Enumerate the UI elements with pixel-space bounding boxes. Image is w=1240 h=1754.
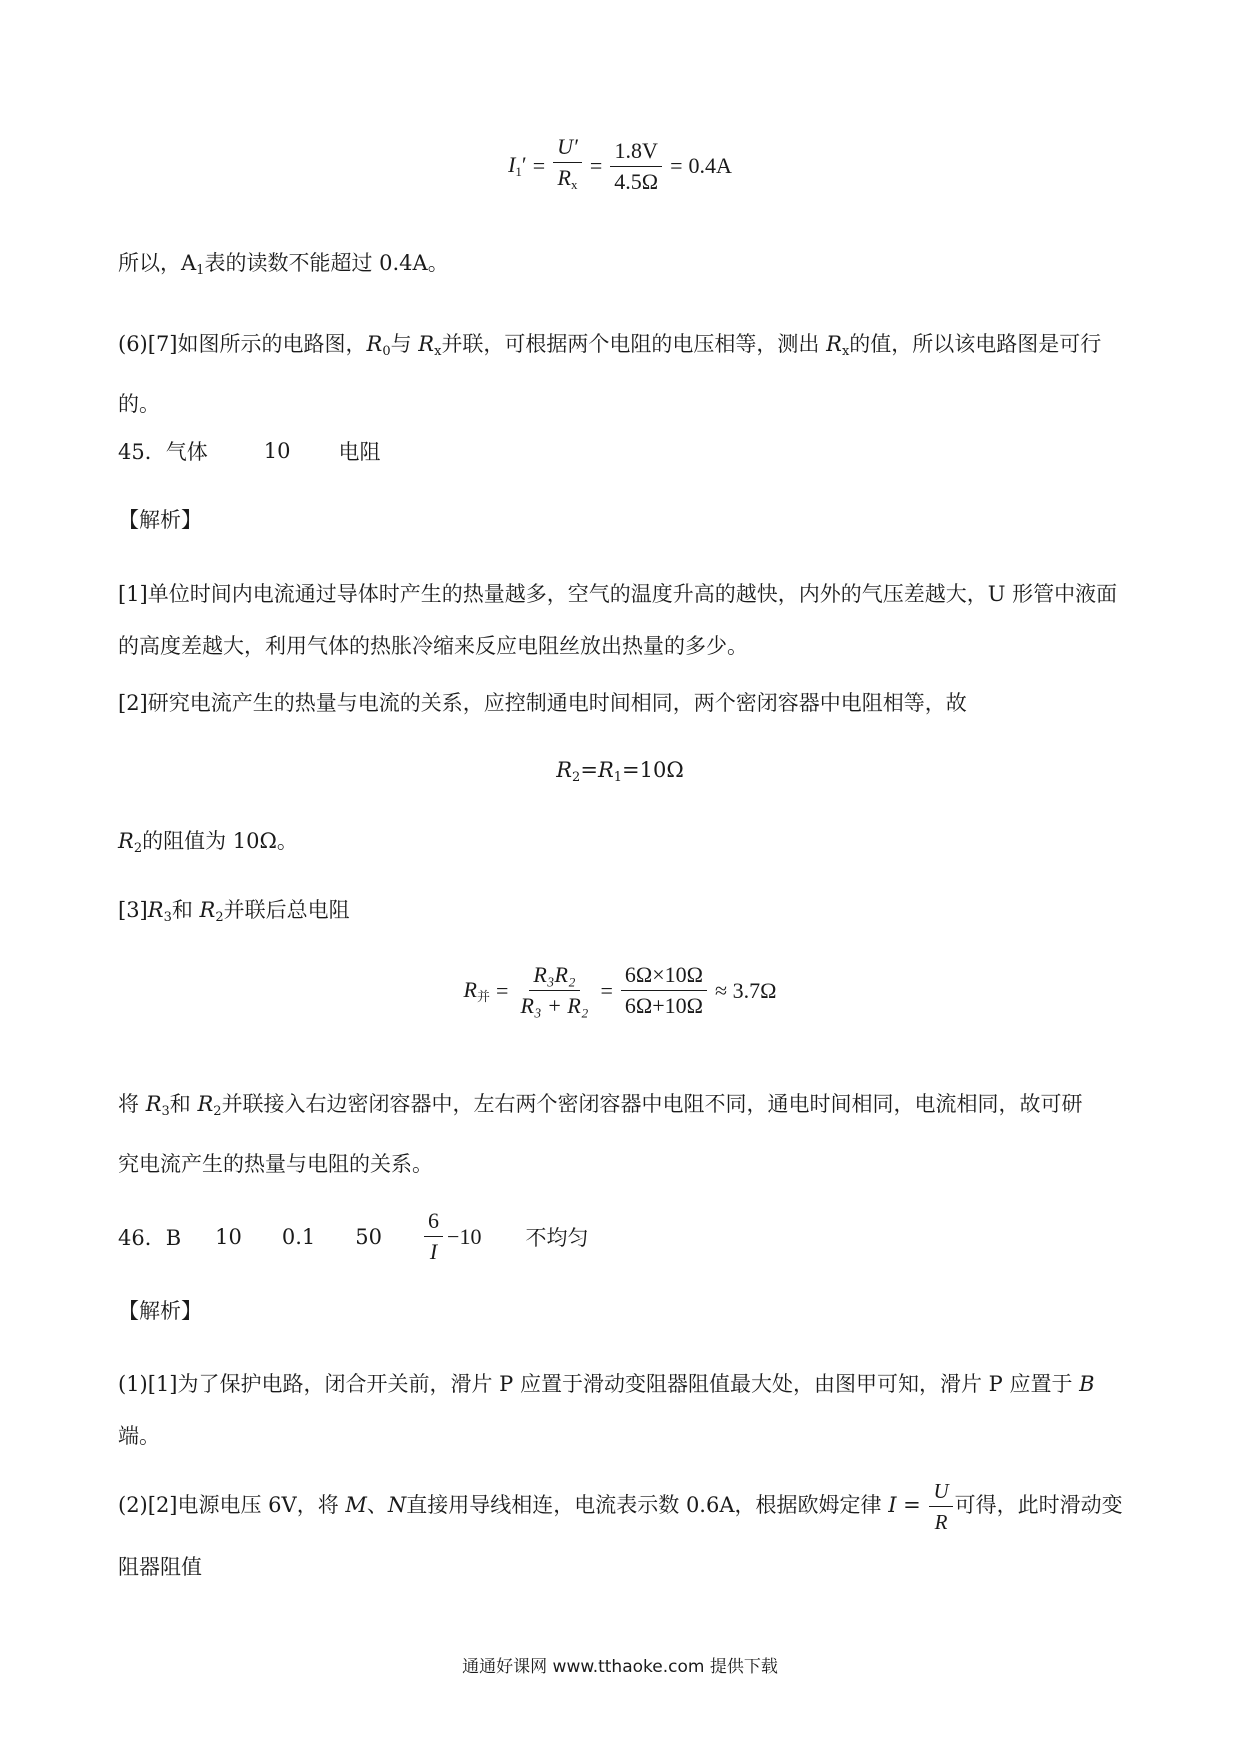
equation-current-limit: $I_1'$ = $\frac{U'}{R_x}$ = $\frac{1.8V}{4.5\Omega}$ = 0.4A: [508, 134, 732, 194]
paragraph-a1-limit: 所以，$A_1$表的读数不能超过 0.4A。: [118, 251, 449, 278]
paragraph-right-container: 将 $R_3$和 $R_2$并联接入右边密闭容器中，左右两个密闭容器中电阻不同，通电时间相同，电流相同，故可研 究电流产生的热量与电阻的关系。: [118, 1092, 1083, 1176]
answer-46: 46．B 10 0.1 50 $\frac{6}{I}$ −10 不均匀: [118, 1208, 589, 1264]
paragraph-slider-position: (1)[1]为了保护电路，闭合开关前，滑片 P 应置于滑动变阻器阻值最大处，由图甲可知，滑片 P 应置于 B 端。: [118, 1372, 1095, 1448]
equation-r2-r1: $R_2=R_1=10\Omega$: [556, 758, 684, 785]
analysis-heading-2: 【解析】: [118, 1299, 202, 1323]
paragraph-heat-gas: [1]单位时间内电流通过导体时产生的热量越多，空气的温度升高的越快，内外的气压差越大，U 形管中液面的高度差越大，利用气体的热胀冷缩来反应电阻丝放出热量的多少。: [118, 582, 1118, 658]
paragraph-ohms-law: (2)[2]电源电压 6V，将 M、N直接用导线相连，电流表示数 0.6A，根据欧姆定律 I = $\frac{U}{R}$ 可得，此时滑动变 阻器阻值: [118, 1479, 1123, 1579]
answer-45: 45．气体 10 电阻: [118, 439, 381, 464]
page-footer: 通通好课网 www.tthaoke.com 提供下载: [462, 1657, 778, 1677]
paragraph-circuit-parallel: (6)[7]如图所示的电路图，$R_0$与 $R_x$并联，可根据两个电阻的电压相等，测出 $R_x$的值，所以该电路图是可行 的。: [118, 332, 1102, 416]
equation-parallel-resistance: $R_并$ = $\frac{\text{R₃R₂}}{\text{R₃ + R₂}}$ = $\frac{6\Omega\times 10\Omega}{6\Omega+10\Omega}$ ≈ 3.7Ω: [463, 962, 777, 1018]
analysis-heading-1: 【解析】: [118, 508, 202, 532]
paragraph-r3-r2: $[3]R_3$和 $R_2$并联后总电阻: [118, 898, 350, 925]
paragraph-heat-current: [2]研究电流产生的热量与电流的关系，应控制通电时间相同，两个密闭容器中电阻相等，故: [118, 691, 967, 715]
paragraph-r2-value: $R_2$的阻值为 10Ω。: [118, 829, 298, 856]
